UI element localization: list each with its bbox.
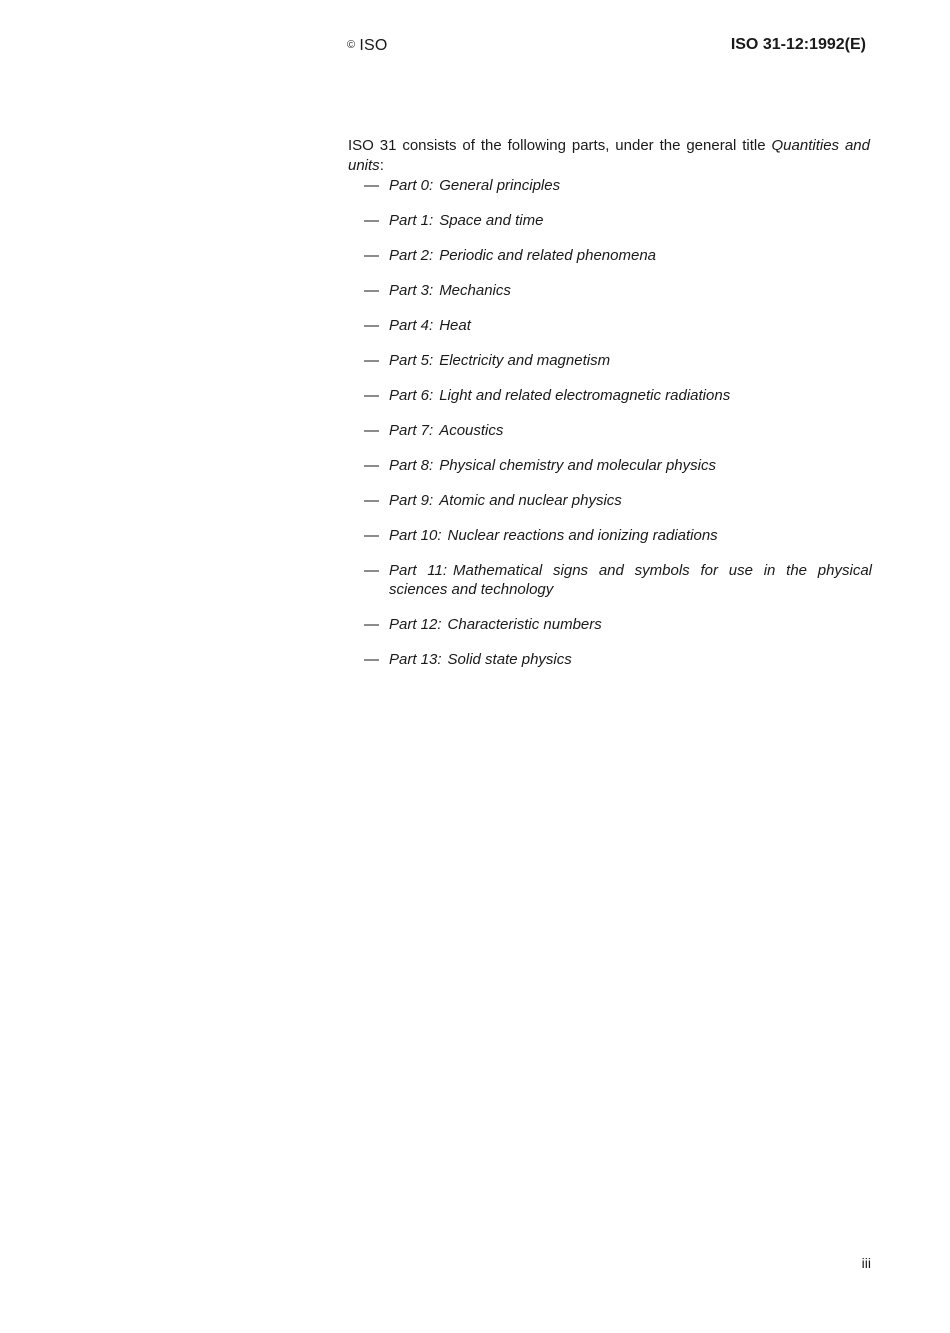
part-title: Periodic and related phenomena [439,247,657,264]
dash-bullet: — [364,282,379,299]
part-number: Part 2: [389,247,434,264]
list-item [362,421,872,440]
list-item [362,650,872,669]
part-number: Part 7: [389,422,434,439]
list-item [362,316,872,335]
part-title: Electricity and magnetism [439,352,611,369]
part-title: Space and time [439,212,544,229]
part-number: Part 10: [389,527,442,544]
part-number: Part 9: [389,492,434,509]
parts-list [362,176,872,685]
list-item [362,456,872,475]
part-number: Part 6: [389,387,434,404]
list-item [362,615,872,634]
part-number: Part 0: [389,177,434,194]
part-number: Part 11: [389,562,448,579]
dash-bullet: — [364,247,379,264]
dash-bullet: — [364,527,379,544]
dash-bullet: — [364,651,379,668]
part-number: Part 4: [389,317,434,334]
list-item [362,491,872,510]
dash-bullet: — [364,317,379,334]
list-item [362,386,872,405]
part-number: Part 8: [389,457,434,474]
list-item [362,351,872,370]
general-title: Quantities and units [348,137,870,174]
part-title: Physical chemistry and molecular physics [439,457,716,474]
part-number: Part 3: [389,282,434,299]
dash-bullet: — [364,212,379,229]
dash-bullet: — [364,616,379,633]
part-title: Mathematical signs and symbols for use in the physical sciences and technology [389,562,872,598]
header-organization [347,37,387,55]
dash-bullet: — [364,422,379,439]
list-item [362,211,872,230]
intro-colon: : [379,157,384,174]
dash-bullet: — [364,457,379,474]
part-title: Characteristic numbers [447,616,602,633]
part-number: Part 1: [389,212,434,229]
part-number: Part 5: [389,352,434,369]
part-title: Nuclear reactions and ionizing radiations [447,527,718,544]
list-item [362,526,872,545]
dash-bullet: — [364,177,379,194]
copyright-icon: © [347,39,356,51]
dash-bullet: — [364,352,379,369]
dash-bullet: — [364,387,379,404]
list-item [362,561,872,599]
part-title: General principles [439,177,561,194]
intro-text: ISO 31 consists of the following parts, under the general title [348,137,772,154]
part-number: Part 13: [389,651,442,668]
standard-id: ISO 31-12:1992(E) [730,36,866,53]
list-item [362,281,872,300]
part-title: Heat [439,317,471,334]
part-title: Mechanics [439,282,511,299]
organization-name: ISO [359,37,388,54]
part-title: Light and related electromagnetic radiations [439,387,731,404]
dash-bullet: — [364,562,379,579]
part-number: Part 12: [389,616,442,633]
list-item [362,246,872,265]
part-title: Atomic and nuclear physics [439,492,622,509]
part-title: Acoustics [439,422,504,439]
dash-bullet: — [364,492,379,509]
list-item [362,176,872,195]
page-number: iii [861,1255,871,1271]
part-title: Solid state physics [447,651,572,668]
intro-paragraph [348,136,870,176]
